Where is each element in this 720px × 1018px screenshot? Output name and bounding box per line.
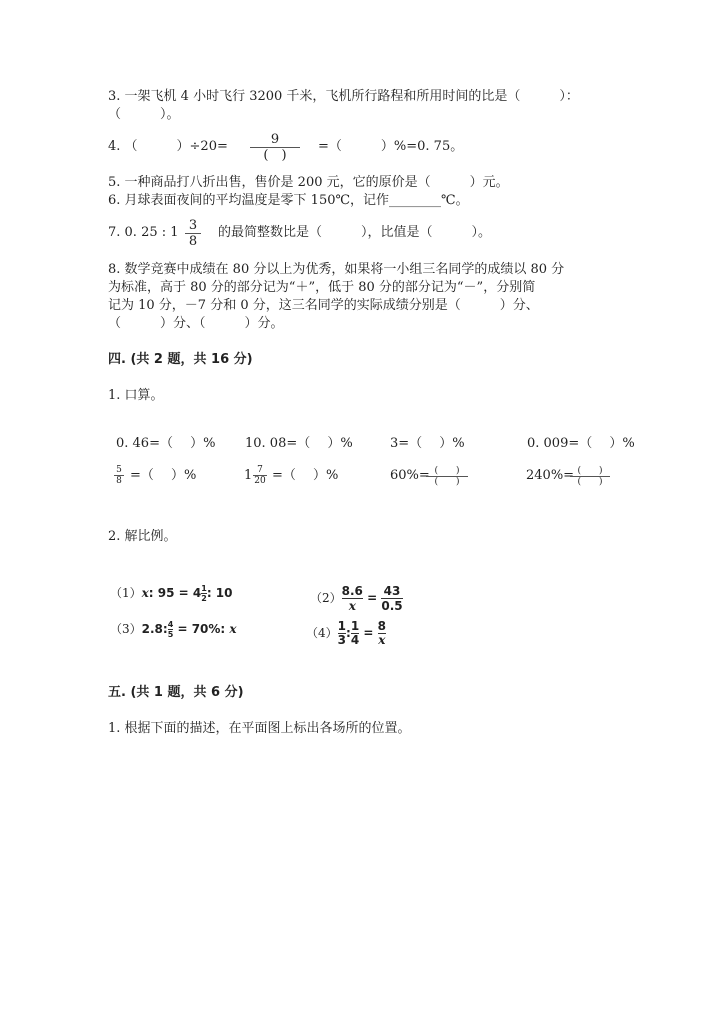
label: （2） — [310, 591, 342, 605]
q8-line: 8. 数学竞赛中成绩在 80 分以上为优秀，如果将一小组三名同学的成绩以 80 分 — [108, 262, 565, 277]
mixed-whole: 1 — [244, 468, 253, 483]
denominator: 0.5 — [381, 599, 403, 613]
q5: 5. 一种商品打八折出售，售价是 200 元，它的原价是（ ）元。 — [108, 175, 509, 190]
q4-fraction — [250, 132, 300, 163]
numerator: 1 — [201, 584, 207, 593]
q8-line: 为标准，高于 80 分的部分记为“＋”，低于 80 分的部分记为“－”，分别简 — [108, 280, 536, 295]
q7-suffix: 的最简整数比是（ ），比值是（ ）。 — [218, 225, 492, 240]
q3-line2: （ ）。 — [108, 107, 180, 122]
eq-text: 2.8: — [141, 622, 168, 636]
mental-calc-item: 3=（ ）% — [390, 436, 465, 451]
label: （1） — [110, 586, 142, 600]
var-x: x — [229, 622, 237, 636]
denominator: 8 — [116, 476, 122, 486]
fraction-5-8 — [114, 465, 124, 486]
denominator: 2 — [201, 594, 207, 603]
numerator: 8 — [377, 619, 386, 633]
denominator: 20 — [254, 476, 266, 486]
numerator: 1 — [337, 619, 346, 633]
q4-denominator: ( ) — [263, 148, 287, 163]
s4-q2: 2. 解比例。 — [108, 529, 177, 544]
q7-denominator: 8 — [188, 234, 198, 249]
denominator: 4 — [350, 633, 360, 647]
denominator: 3 — [337, 633, 346, 647]
mental-calc-item: =（ ）% — [272, 468, 339, 483]
q4-numerator: 9 — [250, 132, 300, 148]
mental-calc-item: 10. 08=（ ）% — [245, 436, 353, 451]
q7-fraction — [185, 218, 201, 249]
denominator: x — [348, 599, 356, 613]
s5-q1: 1. 根据下面的描述，在平面图上标出各场所的位置。 — [108, 721, 411, 736]
q7-prefix: 7. 0. 25 : 1 — [108, 225, 179, 240]
q8-line: （ ）分、（ ）分。 — [108, 316, 284, 331]
denominator: 5 — [167, 630, 174, 639]
equals: = — [363, 626, 374, 640]
equals: = — [367, 591, 378, 605]
fraction-7-20 — [253, 465, 267, 486]
denominator: ( ) — [577, 477, 603, 487]
equation-4 — [306, 620, 386, 647]
blank-fraction — [426, 466, 468, 487]
section4-heading: 四. (共 2 题，共 16 分) — [108, 352, 253, 367]
q8-line: 记为 10 分，－7 分和 0 分，这三名同学的实际成绩分别是（ ）分、 — [108, 298, 539, 313]
numerator: ( ) — [426, 466, 468, 477]
q4-suffix: =（ ）%=0. 75。 — [318, 139, 464, 154]
q4-prefix: 4. （ ）÷20= — [108, 139, 228, 154]
numerator: 5 — [114, 465, 124, 476]
section5-heading: 五. (共 1 题，共 6 分) — [108, 685, 244, 700]
equation-2 — [310, 584, 403, 613]
var-x: x — [141, 586, 149, 600]
eq-text: = 70%: — [177, 622, 230, 636]
eq-text: : 95 = 4 — [148, 586, 202, 600]
numerator: 43 — [381, 584, 402, 599]
equation-1 — [110, 584, 233, 603]
percent-240: 240%= — [526, 468, 575, 483]
label: （3） — [110, 622, 142, 636]
blank-fraction — [570, 466, 610, 487]
eq-text: : 10 — [206, 586, 233, 600]
numerator: 8.6 — [341, 584, 363, 598]
mental-calc-item: 0. 009=（ ）% — [527, 436, 635, 451]
denominator: ( ) — [434, 477, 460, 487]
mental-calc-item: 0. 46=（ ）% — [116, 436, 216, 451]
percent-60: 60%= — [390, 468, 430, 483]
denominator: x — [378, 633, 386, 647]
colon: : — [346, 626, 351, 640]
mental-calc-item: =（ ）% — [130, 468, 197, 483]
equation-3 — [110, 620, 237, 639]
numerator: 7 — [253, 465, 267, 476]
numerator: ( ) — [570, 466, 610, 477]
s4-q1: 1. 口算。 — [108, 388, 164, 403]
q7-numerator: 3 — [185, 218, 201, 234]
numerator: 1 — [350, 619, 360, 633]
numerator: 4 — [167, 620, 174, 629]
label: （4） — [306, 626, 338, 640]
q6: 6. 月球表面夜间的平均温度是零下 150℃，记作________℃。 — [108, 193, 469, 208]
q3-line1: 3. 一架飞机 4 小时飞行 3200 千米，飞机所行路程和所用时间的比是（ ）： — [108, 89, 579, 104]
